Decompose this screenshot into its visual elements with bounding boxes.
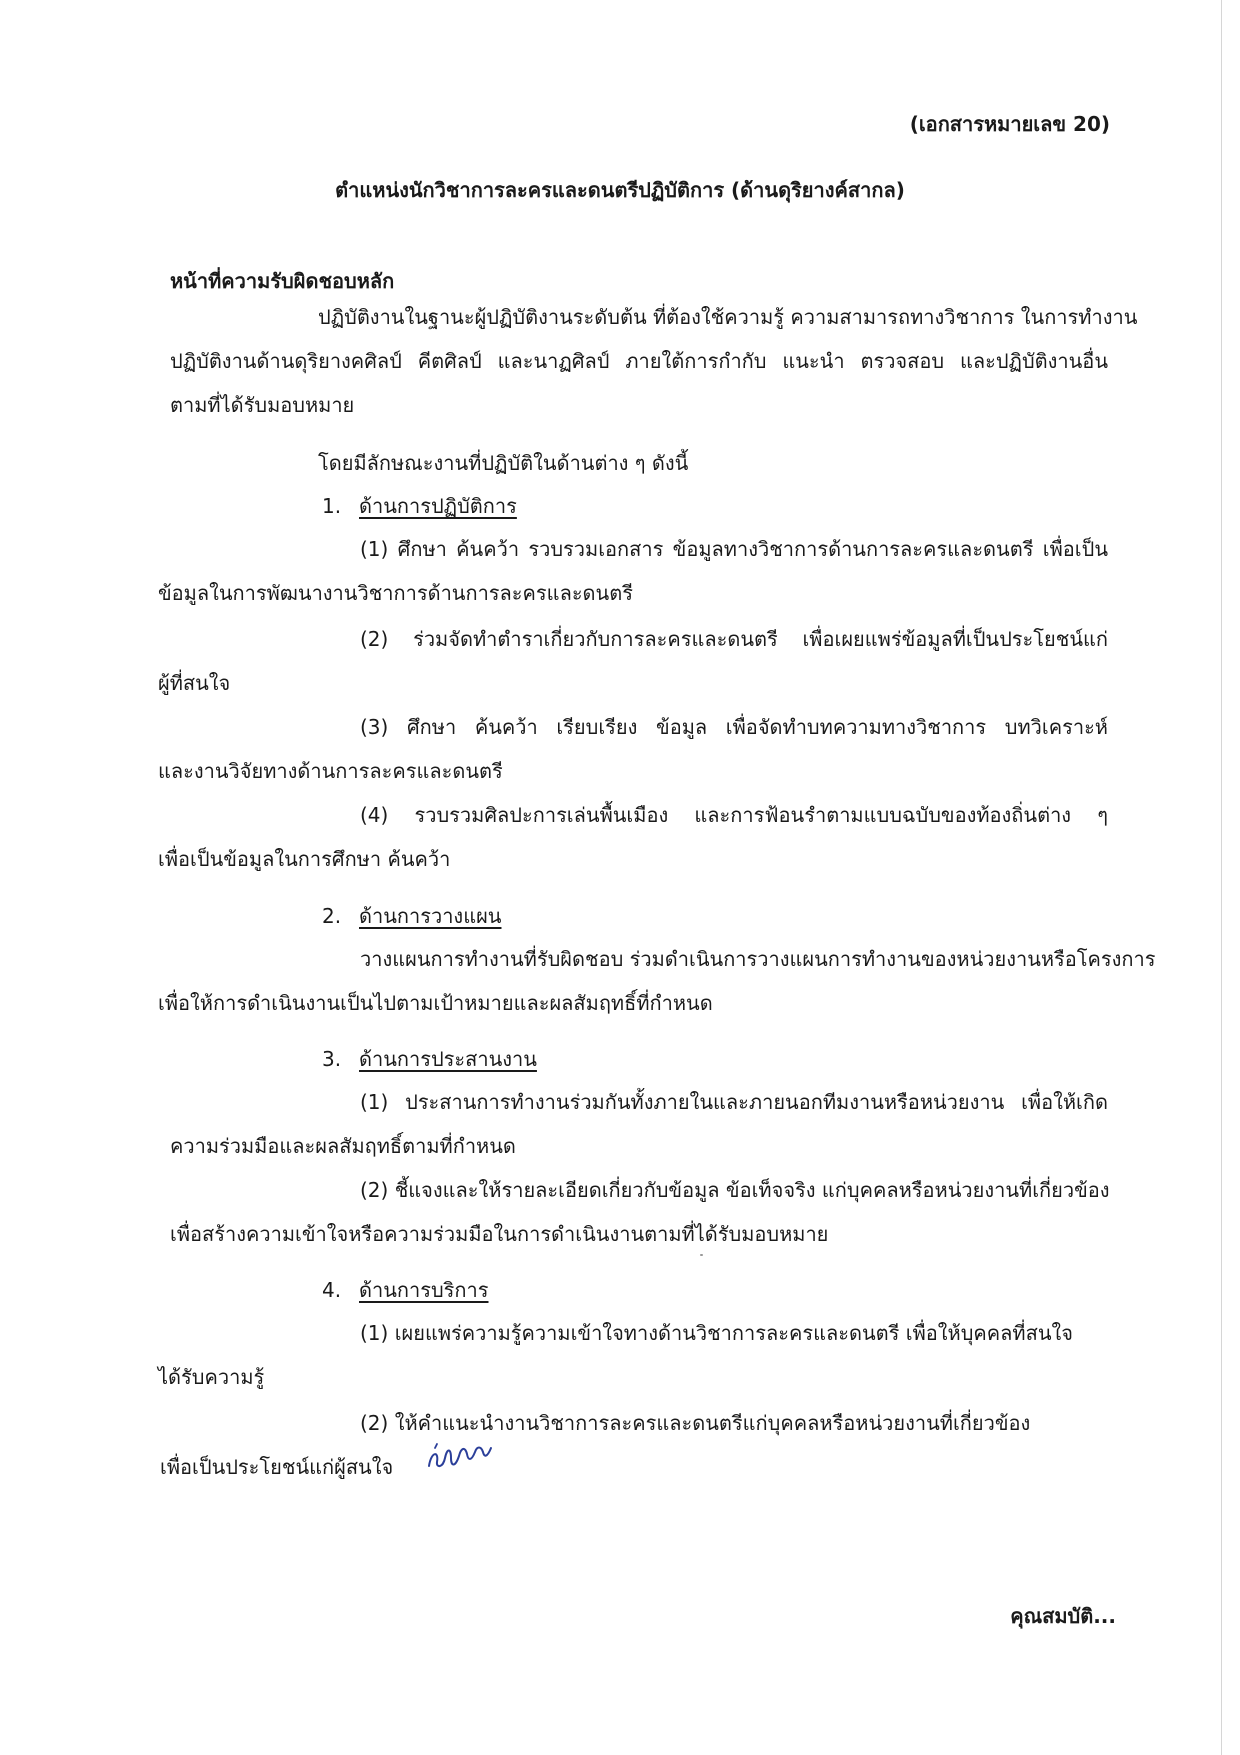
area-1-item-2: (2) ร่วมจัดทำตำราเกี่ยวกับการละครและดนตรี เพื่อเผยแพร่ข้อมูลที่เป็นประโยชน์แก่ [360, 627, 1108, 651]
document-title: ตำแหน่งนักวิชาการละครและดนตรีปฏิบัติการ (ด้านดุริยางค์สากล) [335, 178, 905, 202]
area-2-item-1-cont: เพื่อให้การดำเนินงานเป็นไปตามเป้าหมายและผลสัมฤทธิ์ที่กำหนด [158, 991, 713, 1015]
document-number: (เอกสารหมายเลข 20) [909, 112, 1110, 136]
area-3-item-2-cont: เพื่อสร้างความเข้าใจหรือความร่วมมือในการดำเนินงานตามที่ได้รับมอบหมาย [170, 1222, 829, 1246]
area-4-item-1-cont: ได้รับความรู้ [158, 1365, 265, 1389]
area-4-number: 4. [322, 1278, 342, 1302]
continuation-text: คุณสมบัติ... [1010, 1604, 1116, 1628]
area-2-number: 2. [322, 904, 342, 928]
section-lead: โดยมีลักษณะงานที่ปฏิบัติในด้านต่าง ๆ ดังนี้ [318, 451, 689, 475]
area-1-item-2-cont: ผู้ที่สนใจ [158, 671, 231, 695]
area-3-title: ด้านการประสานงาน [359, 1047, 537, 1071]
area-2-item-1: วางแผนการทำงานที่รับผิดชอบ ร่วมดำเนินการวางแผนการทำงานของหน่วยงานหรือโครงการ [360, 947, 1156, 971]
intro-line-3: ตามที่ได้รับมอบหมาย [170, 393, 355, 417]
area-1-item-3-cont: และงานวิจัยทางด้านการละครและดนตรี [158, 759, 503, 783]
area-4-title: ด้านการบริการ [359, 1278, 489, 1302]
area-4-item-1: (1) เผยแพร่ความรู้ความเข้าใจทางด้านวิชาการละครและดนตรี เพื่อให้บุคคลที่สนใจ [360, 1321, 1073, 1345]
area-4-item-2-cont: เพื่อเป็นประโยชน์แก่ผู้สนใจ [160, 1455, 394, 1479]
area-3-number: 3. [322, 1047, 342, 1071]
section-heading: หน้าที่ความรับผิดชอบหลัก [170, 269, 395, 293]
area-1-item-4: (4) รวบรวมศิลปะการเล่นพื้นเมือง และการฟ้อนรำตามแบบฉบับของท้องถิ่นต่าง ๆ [360, 803, 1108, 827]
area-1-item-1: (1) ศึกษา ค้นคว้า รวบรวมเอกสาร ข้อมูลทางวิชาการด้านการละครและดนตรี เพื่อเป็น [360, 537, 1108, 561]
area-3-item-1: (1) ประสานการทำงานร่วมกันทั้งภายในและภายนอกทีมงานหรือหน่วยงาน เพื่อให้เกิด [360, 1090, 1108, 1114]
area-1-item-3: (3) ศึกษา ค้นคว้า เรียบเรียง ข้อมูล เพื่อจัดทำบทความทางวิชาการ บทวิเคราะห์ [360, 715, 1108, 739]
area-1-item-1-cont: ข้อมูลในการพัฒนางานวิชาการด้านการละครและดนตรี [158, 581, 633, 605]
area-3-item-1-cont: ความร่วมมือและผลสัมฤทธิ์ตามที่กำหนด [170, 1134, 516, 1158]
intro-line-2: ปฏิบัติงานด้านดุริยางคศิลป์ คีตศิลป์ และนาฏศิลป์ ภายใต้การกำกับ แนะนำ ตรวจสอบ และปฏิบัติงานอื่น [170, 349, 1108, 373]
intro-line-1: ปฏิบัติงานในฐานะผู้ปฏิบัติงานระดับต้น ที่ต้องใช้ความรู้ ความสามารถทางวิชาการ ในการทำงาน [318, 305, 1138, 329]
area-1-item-4-cont: เพื่อเป็นข้อมูลในการศึกษา ค้นคว้า [158, 847, 451, 871]
area-1-number: 1. [322, 494, 342, 518]
scan-speck [700, 1254, 703, 1256]
area-4-item-2: (2) ให้คำแนะนำงานวิชาการละครและดนตรีแก่บุคคลหรือหน่วยงานที่เกี่ยวข้อง [360, 1411, 1031, 1435]
area-2-title: ด้านการวางแผน [359, 904, 502, 928]
area-1-title: ด้านการปฏิบัติการ [359, 494, 517, 518]
scan-edge-line [1221, 0, 1222, 1755]
area-3-item-2: (2) ชี้แจงและให้รายละเอียดเกี่ยวกับข้อมูล ข้อเท็จจริง แก่บุคคลหรือหน่วยงานที่เกี่ยวข้อง [360, 1178, 1110, 1202]
handwritten-initials [425, 1440, 497, 1474]
